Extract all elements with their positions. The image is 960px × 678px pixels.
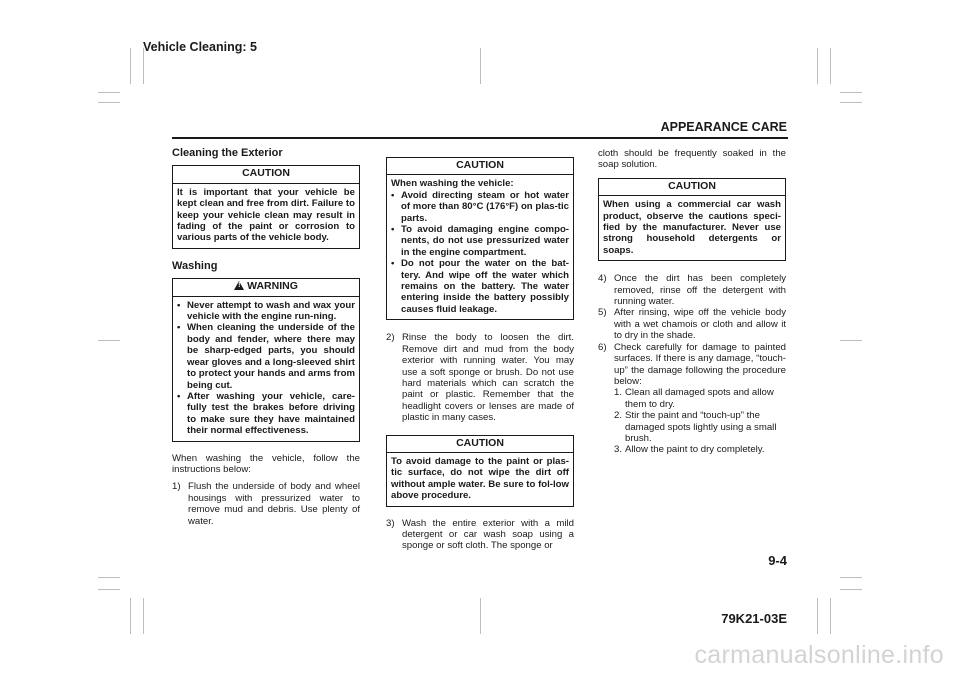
crop-mark: [840, 589, 862, 590]
crop-mark: [480, 48, 481, 84]
caution-heading: CAUTION: [387, 158, 573, 175]
crop-mark: [840, 577, 862, 578]
site-watermark: carmanualsonline.info: [694, 641, 944, 669]
caution-box: [386, 435, 574, 507]
crop-mark: [98, 589, 120, 590]
step-number: 2): [386, 332, 395, 344]
crop-mark: [98, 577, 120, 578]
crop-mark: [840, 340, 862, 341]
crop-mark: [98, 340, 120, 341]
caution-text: It is important that your vehicle be kept clean and free from dirt. Failure to keep your vehicle clean may result in fading of the paint or corrosion to various parts of the vehicle body.: [177, 186, 355, 244]
column-1: [172, 148, 360, 527]
step-5: [598, 307, 786, 341]
step-number: 1): [172, 481, 181, 493]
crop-mark: [98, 92, 120, 93]
column-2: [386, 157, 574, 552]
step-number: 5): [598, 307, 607, 319]
step-4: [598, 273, 786, 307]
crop-mark: [98, 102, 120, 103]
crop-mark: [143, 598, 144, 634]
caution-box: [386, 157, 574, 320]
washing-intro: When washing the vehicle, follow the instructions below:: [172, 452, 360, 475]
warning-item: • When cleaning the underside of the body and fender, where there may be sharp-edged parts, you should wear gloves and a long-sleeved shirt to protect your hands and arms from being cut.: [177, 322, 355, 390]
crop-mark: [830, 598, 831, 634]
step-text: Flush the underside of body and wheel housings with pressurized water to remove mud and debris. Use plenty of water.: [188, 481, 360, 527]
crop-mark: [130, 598, 131, 634]
caution-item: • Do not pour the water on the bat-tery. And wipe off the water which remains on the battery. The water entering inside the battery possibly causes fluid leakage.: [391, 258, 569, 315]
caution-heading: CAUTION: [599, 179, 785, 196]
washing-heading: Washing: [172, 259, 218, 272]
step-text: Once the dirt has been completely removed, rinse off the detergent with running water.: [614, 273, 786, 308]
step-number: 6): [598, 341, 607, 353]
caution-item: • To avoid damaging engine compo-nents, do not use pressurized water in the engine compartment.: [391, 224, 569, 258]
sub-step-number: 2.: [614, 410, 623, 422]
page-number: 9-4: [768, 553, 787, 568]
sub-step-1: [598, 387, 786, 410]
step-2: [386, 332, 574, 423]
step-text: Wash the entire exterior with a mild detergent or car wash soap using a sponge or soft cloth. The sponge or: [402, 517, 574, 552]
warning-list: [177, 300, 355, 437]
warning-item: • After washing your vehicle, care-fully test the brakes before driving to make sure they have maintained their normal effectiveness.: [177, 391, 355, 437]
step-6: [598, 342, 786, 388]
crop-mark: [830, 48, 831, 84]
step-number: 3): [386, 517, 395, 529]
document-code: 79K21-03E: [721, 611, 787, 626]
warning-item: • Never attempt to wash and wax your vehicle with the engine run-ning.: [177, 300, 355, 323]
header-rule: [172, 137, 788, 139]
sub-step-3: [598, 444, 786, 455]
step-text: Rinse the body to loosen the dirt. Remove dirt and mud from the body exterior with running water. You may use a soft sponge or brush. Do not use hard materials which can scratch the paint or plastic. Remember that the headlight covers or lenses are made of plastic in many cases.: [402, 332, 574, 424]
caution-heading: CAUTION: [387, 436, 573, 453]
caution-text: To avoid damage to the paint or plas-tic surface, do not wipe the dirt off without ample water. Be sure to fol-low above procedure.: [391, 455, 569, 502]
step-1: [172, 481, 360, 527]
crop-mark: [817, 598, 818, 634]
section-title: Cleaning the Exterior: [172, 147, 283, 159]
warning-heading: !WARNING: [173, 279, 359, 296]
warning-triangle-icon: [234, 281, 244, 290]
chapter-header: APPEARANCE CARE: [660, 120, 787, 134]
warning-box: [172, 278, 360, 441]
step-number: 4): [598, 273, 607, 285]
sub-step-2: [598, 410, 786, 444]
step-text: Check carefully for damage to painted surfaces. If there is any damage, “touch-up” the damage following the procedure below:: [614, 341, 786, 387]
crop-mark: [817, 48, 818, 84]
step-text: After rinsing, wipe off the vehicle body with a wet chamois or cloth and allow it to dry in the shade.: [614, 307, 786, 342]
column-3: [598, 148, 786, 456]
caution-box: [172, 165, 360, 248]
step-3: [386, 518, 574, 552]
caution-item: • Avoid directing steam or hot water of more than 80°C (176°F) on plas-tic parts.: [391, 190, 569, 224]
section-header: Vehicle Cleaning: 5: [143, 40, 257, 54]
sub-step-text: Clean all damaged spots and allow them to dry.: [625, 387, 774, 410]
step-3-continued: cloth should be frequently soaked in the soap solution.: [598, 148, 786, 171]
caution-box: [598, 178, 786, 261]
caution-heading: CAUTION: [173, 166, 359, 183]
crop-mark: [480, 598, 481, 634]
sub-step-text: Stir the paint and “touch-up” the damaged spots lightly using a small brush.: [625, 410, 777, 444]
crop-mark: [130, 48, 131, 84]
caution-list: [391, 190, 569, 315]
crop-mark: [840, 102, 862, 103]
caution-text: When using a commercial car wash product, observe the cautions speci-fied by the manufacturer. Never use strong household detergents or soaps.: [603, 199, 781, 256]
sub-step-number: 3.: [614, 444, 623, 456]
sub-step-text: Allow the paint to dry completely.: [625, 444, 765, 456]
crop-mark: [840, 92, 862, 93]
caution-intro: When washing the vehicle:: [391, 178, 514, 190]
sub-step-number: 1.: [614, 387, 623, 399]
